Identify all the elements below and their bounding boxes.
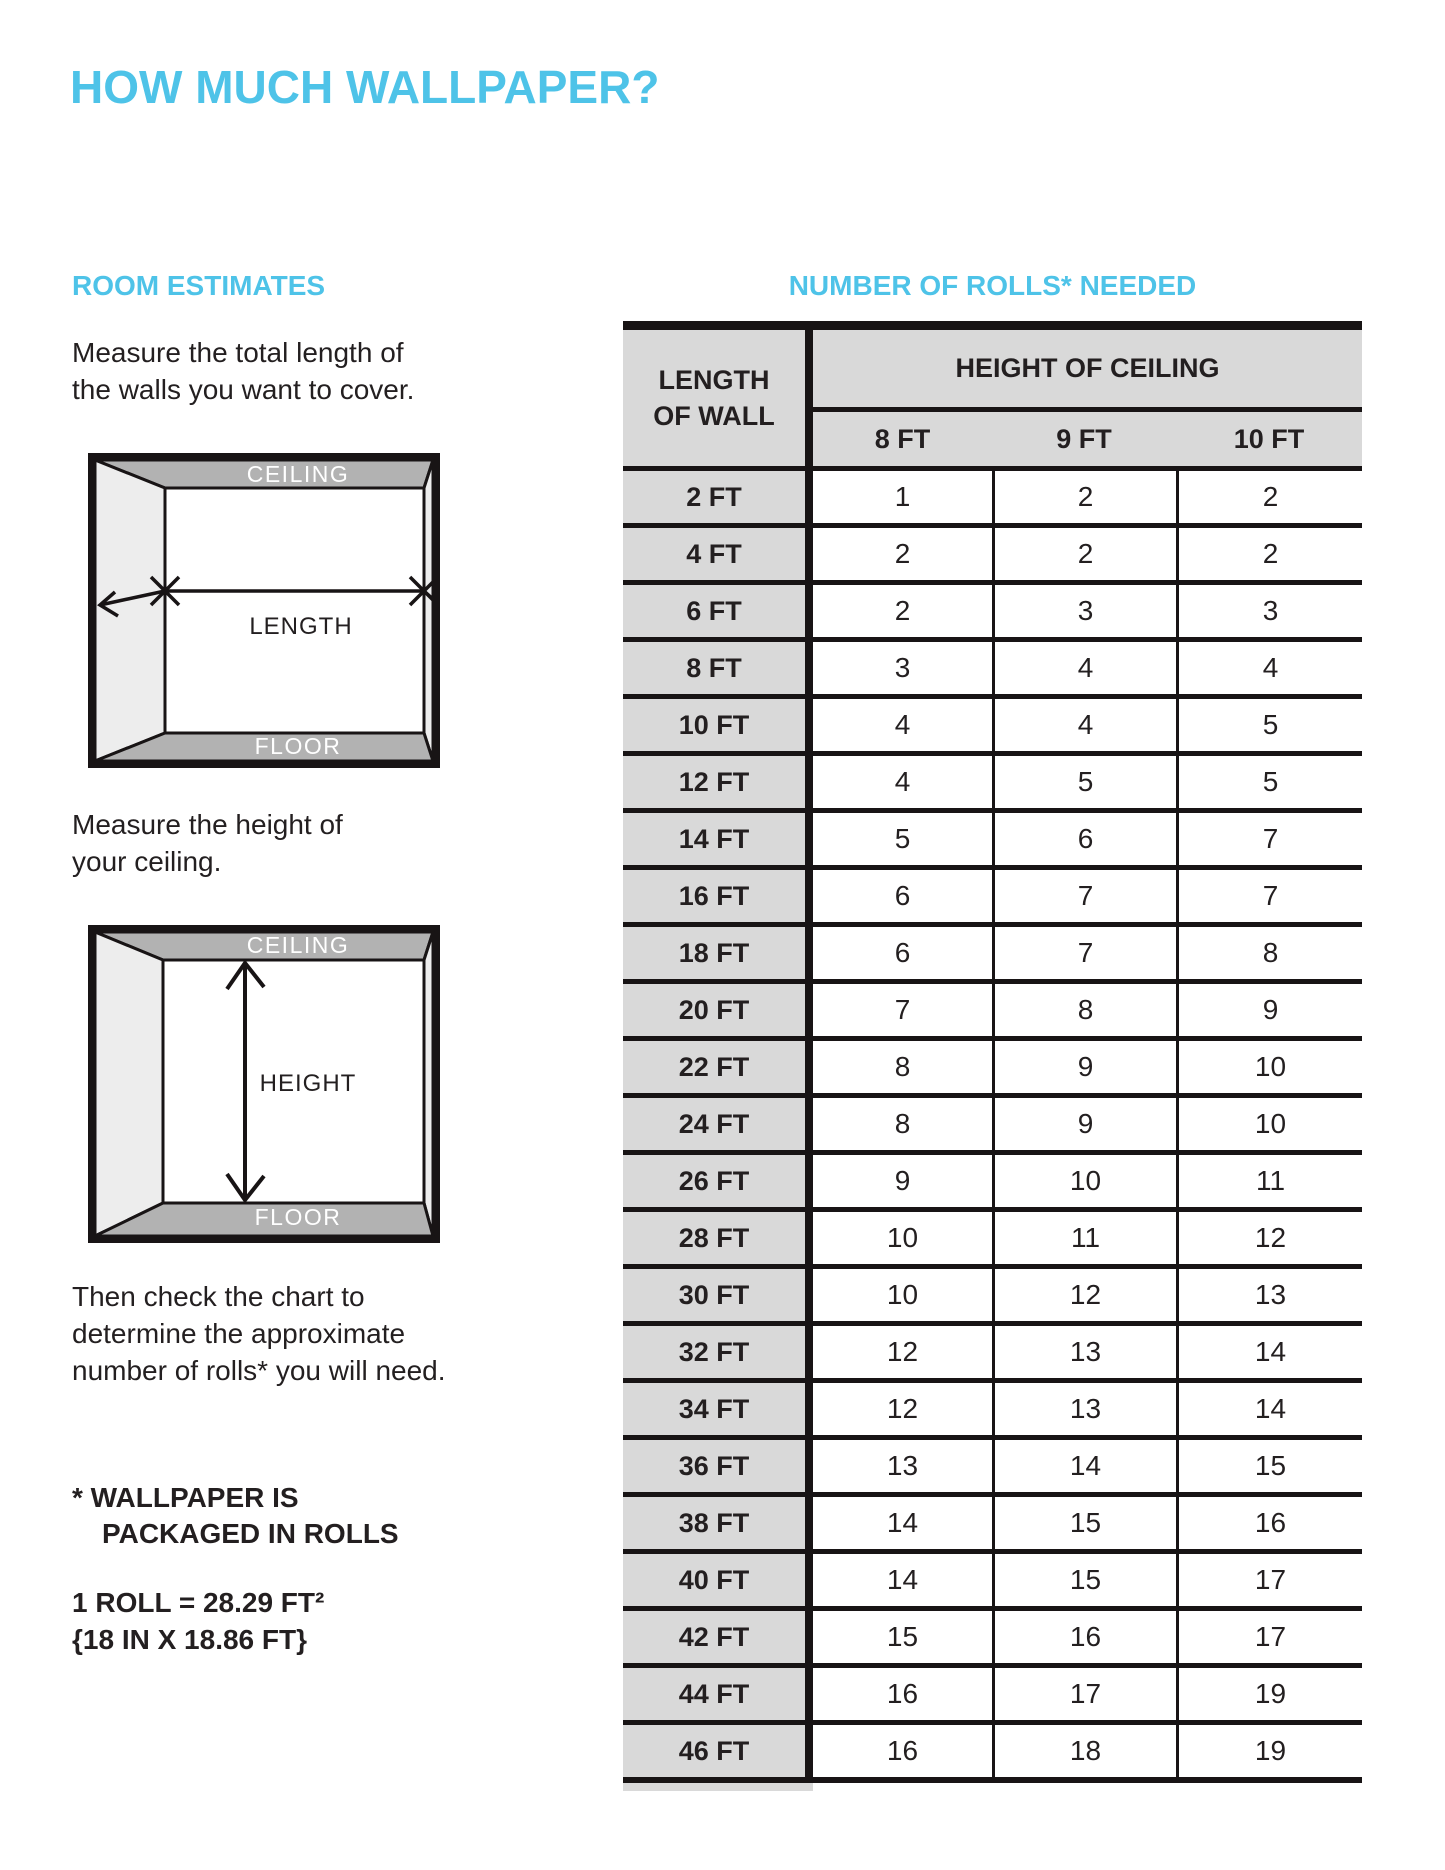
rolls-value-cell: 12: [813, 1326, 992, 1378]
floor-label: FLOOR: [254, 1204, 342, 1230]
rolls-value-cell: 8: [1176, 927, 1362, 979]
rolls-value-cell: 9: [1176, 984, 1362, 1036]
rolls-value-cell: 14: [813, 1554, 992, 1606]
roll-size-spec: [72, 1584, 324, 1658]
wall-length-cell: 20 FT: [623, 984, 813, 1036]
rolls-value-cell: 11: [992, 1212, 1176, 1264]
wall-length-cell: 4 FT: [623, 528, 813, 580]
rolls-needed-heading: NUMBER OF ROLLS* NEEDED: [788, 270, 1197, 301]
rolls-value-cell: 1: [813, 471, 992, 523]
rolls-value-cell: 8: [813, 1098, 992, 1150]
table-row: [623, 1150, 1362, 1207]
rolls-value-cell: 5: [1176, 756, 1362, 808]
floor-label: FLOOR: [254, 733, 342, 759]
rolls-value-cell: 16: [992, 1611, 1176, 1663]
table-row: [623, 1435, 1362, 1492]
wall-length-cell: 34 FT: [623, 1383, 813, 1435]
wall-length-cell: 30 FT: [623, 1269, 813, 1321]
rolls-value-cell: 8: [992, 984, 1176, 1036]
left-wall-face: [95, 460, 165, 761]
length-of-wall-header: [623, 330, 813, 466]
instruction-line: the walls you want to cover.: [72, 374, 415, 405]
column-header-9ft: 9 FT: [1056, 423, 1112, 454]
back-wall-face: [165, 488, 424, 733]
table-row: [623, 865, 1362, 922]
ceiling-height-subheaders: [813, 412, 1362, 466]
table-row: [623, 1378, 1362, 1435]
rolls-value-cell: 6: [813, 870, 992, 922]
table-row: [623, 1549, 1362, 1606]
rolls-value-cell: 6: [813, 927, 992, 979]
wall-length-cell: 2 FT: [623, 471, 813, 523]
rolls-value-cell: 7: [992, 870, 1176, 922]
roll-size-line: 1 ROLL = 28.29 FT²: [72, 1587, 325, 1618]
wall-length-cell: 22 FT: [623, 1041, 813, 1093]
rolls-value-cell: 14: [992, 1440, 1176, 1492]
instruction-line: your ceiling.: [72, 846, 222, 877]
rolls-value-cell: 4: [1176, 642, 1362, 694]
rolls-value-cell: 4: [992, 642, 1176, 694]
wall-length-cell: 44 FT: [623, 1668, 813, 1720]
wall-length-cell: 46 FT: [623, 1725, 813, 1777]
table-row: [623, 1492, 1362, 1549]
height-label: HEIGHT: [259, 1070, 357, 1097]
room-estimates-heading: ROOM ESTIMATES: [72, 270, 326, 301]
rolls-value-cell: 14: [813, 1497, 992, 1549]
table-row: [623, 922, 1362, 979]
ceiling-label: CEILING: [246, 932, 350, 958]
rolls-value-cell: 4: [992, 699, 1176, 751]
rolls-value-cell: 10: [813, 1212, 992, 1264]
instruction-measure-height: [72, 806, 343, 880]
height-of-ceiling-header: HEIGHT OF CEILING: [813, 330, 1362, 412]
wall-length-cell: 26 FT: [623, 1155, 813, 1207]
rolls-value-cell: 2: [992, 528, 1176, 580]
rolls-value-cell: 5: [813, 813, 992, 865]
rolls-value-cell: 3: [992, 585, 1176, 637]
wall-length-cell: 10 FT: [623, 699, 813, 751]
wall-length-cell: 18 FT: [623, 927, 813, 979]
wall-length-cell: 12 FT: [623, 756, 813, 808]
rolls-value-cell: 17: [1176, 1611, 1362, 1663]
rolls-value-cell: 2: [992, 471, 1176, 523]
rolls-value-cell: 2: [1176, 528, 1362, 580]
header-line: OF WALL: [653, 401, 775, 431]
rolls-value-cell: 14: [1176, 1383, 1362, 1435]
table-row: [623, 1207, 1362, 1264]
instruction-line: determine the approximate: [72, 1318, 406, 1349]
header-line: LENGTH: [658, 365, 770, 395]
instruction-check-chart: [72, 1278, 446, 1389]
column-header-8ft: 8 FT: [874, 423, 931, 454]
rolls-value-cell: 3: [1176, 585, 1362, 637]
ceiling-label: CEILING: [246, 461, 350, 487]
rolls-value-cell: 4: [813, 756, 992, 808]
rolls-value-cell: 17: [1176, 1554, 1362, 1606]
rolls-value-cell: 13: [992, 1326, 1176, 1378]
wall-length-cell: 24 FT: [623, 1098, 813, 1150]
rolls-value-cell: 10: [1176, 1098, 1362, 1150]
wall-length-cell: 42 FT: [623, 1611, 813, 1663]
table-row: [623, 637, 1362, 694]
instruction-line: Measure the height of: [72, 809, 343, 840]
table-top-rule: [623, 321, 1362, 330]
table-row: [623, 1606, 1362, 1663]
rolls-value-cell: 5: [1176, 699, 1362, 751]
column-header-10ft: 10 FT: [1233, 423, 1305, 454]
rolls-value-cell: 10: [992, 1155, 1176, 1207]
left-wall-face: [95, 932, 163, 1236]
rolls-value-cell: 9: [992, 1098, 1176, 1150]
table-row: [623, 751, 1362, 808]
wall-length-cell: 28 FT: [623, 1212, 813, 1264]
roll-size-line: {18 IN X 18.86 FT}: [72, 1624, 308, 1655]
rolls-value-cell: 7: [813, 984, 992, 1036]
footnote-line: * WALLPAPER IS: [72, 1482, 299, 1513]
table-row: [623, 694, 1362, 751]
room-height-diagram: [88, 925, 440, 1243]
rolls-value-cell: 13: [1176, 1269, 1362, 1321]
rolls-value-cell: 16: [813, 1725, 992, 1777]
rolls-value-cell: 2: [813, 528, 992, 580]
room-length-diagram: [88, 453, 440, 768]
rolls-value-cell: 3: [813, 642, 992, 694]
rolls-value-cell: 7: [1176, 813, 1362, 865]
wall-length-cell: 8 FT: [623, 642, 813, 694]
packaging-footnote: [72, 1480, 399, 1552]
instruction-line: number of rolls* you will need.: [72, 1355, 446, 1386]
rolls-value-cell: 13: [813, 1440, 992, 1492]
table-header: [623, 330, 1362, 466]
rolls-value-cell: 7: [1176, 870, 1362, 922]
wall-length-cell: 16 FT: [623, 870, 813, 922]
wall-length-cell: 36 FT: [623, 1440, 813, 1492]
table-row: [623, 1663, 1362, 1720]
rolls-value-cell: 7: [992, 927, 1176, 979]
rolls-value-cell: 19: [1176, 1668, 1362, 1720]
rolls-value-cell: 19: [1176, 1725, 1362, 1777]
instruction-line: Then check the chart to: [72, 1281, 365, 1312]
height-of-ceiling-header-group: [813, 330, 1362, 466]
rolls-value-cell: 11: [1176, 1155, 1362, 1207]
table-row: [623, 1264, 1362, 1321]
rolls-value-cell: 9: [813, 1155, 992, 1207]
rolls-value-cell: 10: [1176, 1041, 1362, 1093]
rolls-value-cell: 17: [992, 1668, 1176, 1720]
wall-length-cell: 14 FT: [623, 813, 813, 865]
rolls-value-cell: 2: [1176, 471, 1362, 523]
rolls-value-cell: 4: [813, 699, 992, 751]
table-row: [623, 1093, 1362, 1150]
table-row: [623, 580, 1362, 637]
table-row: [623, 808, 1362, 865]
table-row: [623, 466, 1362, 523]
footnote-line: PACKAGED IN ROLLS: [102, 1518, 399, 1549]
rolls-value-cell: 15: [992, 1554, 1176, 1606]
table-body: [623, 466, 1362, 1777]
rolls-value-cell: 12: [813, 1383, 992, 1435]
rolls-value-cell: 14: [1176, 1326, 1362, 1378]
rolls-needed-table: [623, 321, 1362, 1791]
table-row: [623, 1321, 1362, 1378]
rolls-value-cell: 16: [1176, 1497, 1362, 1549]
rolls-value-cell: 16: [813, 1668, 992, 1720]
rolls-value-cell: 8: [813, 1041, 992, 1093]
instruction-measure-length: [72, 334, 414, 408]
wall-length-cell: 38 FT: [623, 1497, 813, 1549]
rolls-value-cell: 2: [813, 585, 992, 637]
rolls-value-cell: 5: [992, 756, 1176, 808]
wall-length-cell: 40 FT: [623, 1554, 813, 1606]
instruction-line: Measure the total length of: [72, 337, 404, 368]
table-bottom-tab: [623, 1783, 813, 1791]
rolls-value-cell: 15: [813, 1611, 992, 1663]
rolls-value-cell: 10: [813, 1269, 992, 1321]
rolls-value-cell: 15: [992, 1497, 1176, 1549]
table-row: [623, 1720, 1362, 1777]
rolls-value-cell: 12: [992, 1269, 1176, 1321]
wall-length-cell: 6 FT: [623, 585, 813, 637]
page-title: HOW MUCH WALLPAPER?: [70, 61, 660, 113]
rolls-value-cell: 9: [992, 1041, 1176, 1093]
table-row: [623, 1036, 1362, 1093]
wall-length-cell: 32 FT: [623, 1326, 813, 1378]
rolls-value-cell: 13: [992, 1383, 1176, 1435]
length-label: LENGTH: [249, 613, 353, 640]
rolls-value-cell: 18: [992, 1725, 1176, 1777]
rolls-value-cell: 15: [1176, 1440, 1362, 1492]
table-row: [623, 523, 1362, 580]
rolls-value-cell: 12: [1176, 1212, 1362, 1264]
rolls-value-cell: 6: [992, 813, 1176, 865]
table-row: [623, 979, 1362, 1036]
